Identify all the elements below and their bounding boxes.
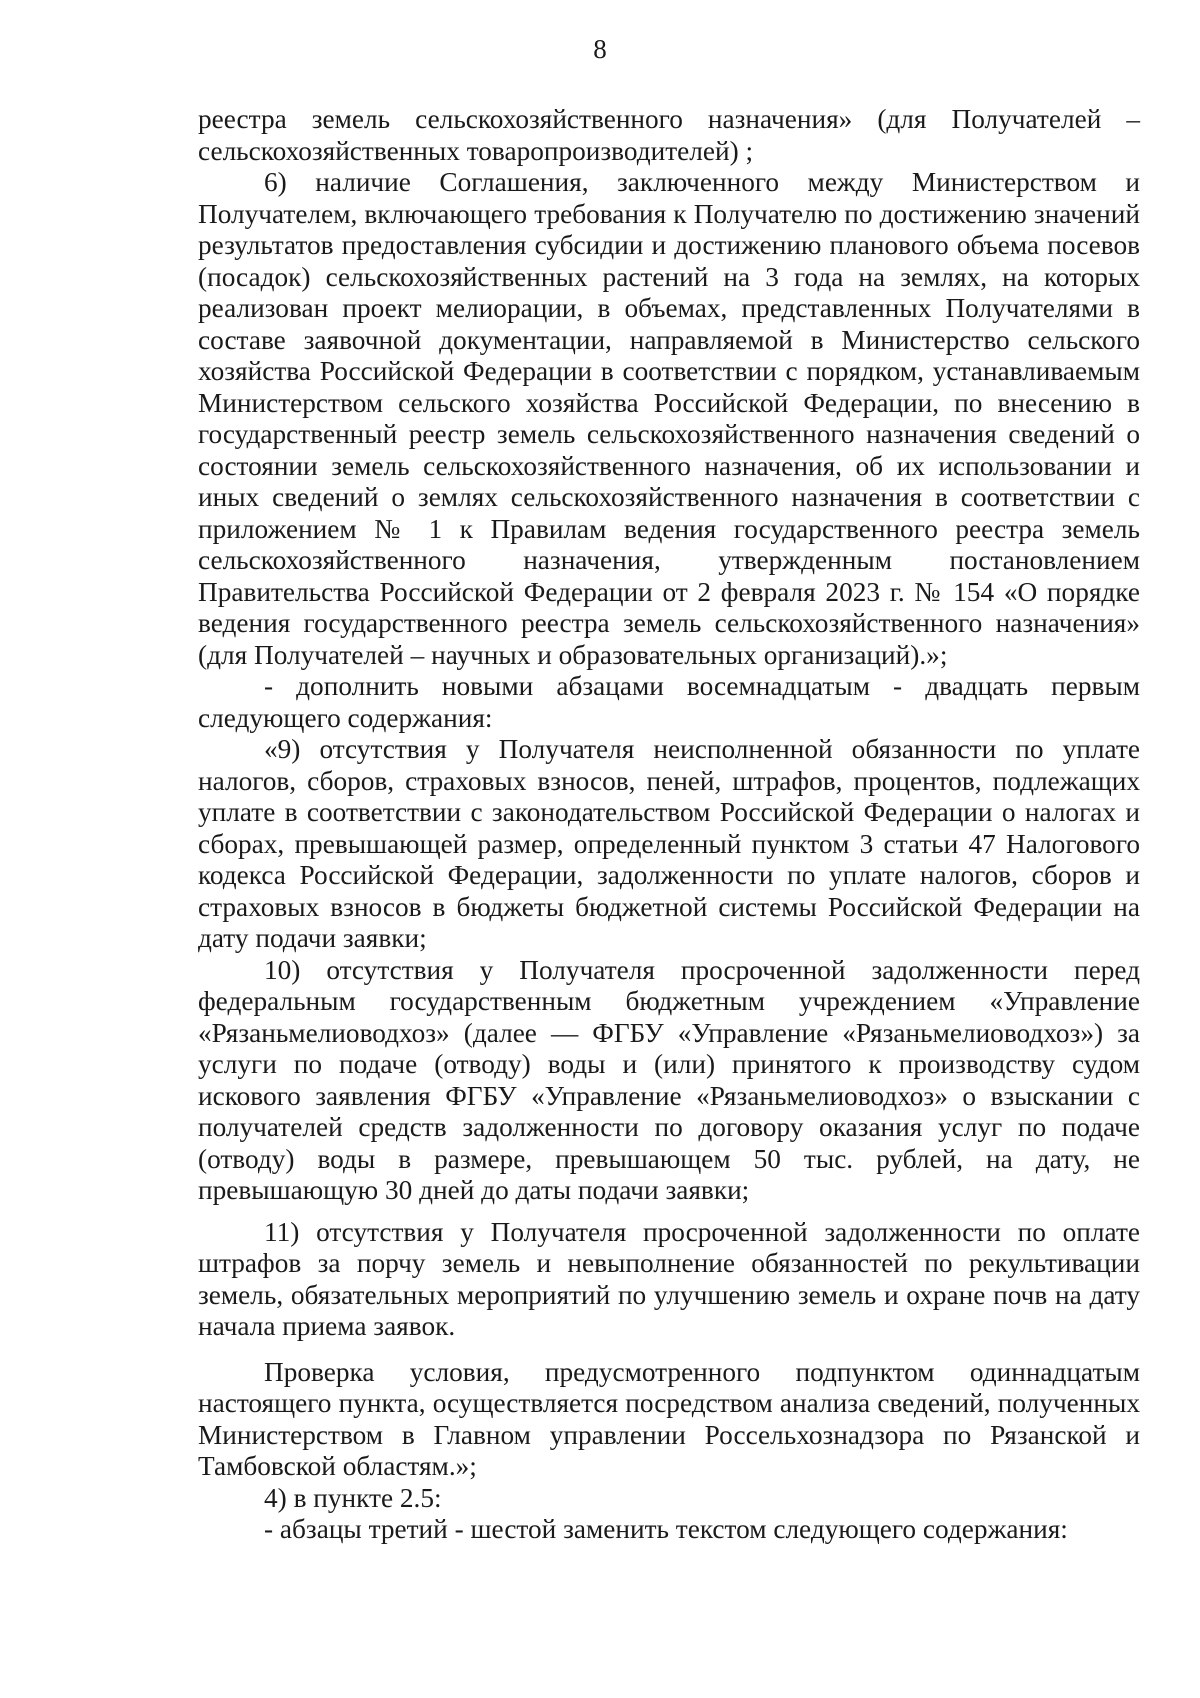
page-number: 8 [593, 34, 607, 64]
paragraph-amendment-replace: - абзацы третий - шестой заменить текстом следующего содержания: [264, 1514, 1068, 1544]
paragraph-amendment-add: - дополнить новыми абзацами восемнадцатым - двадцать первым следующего содержания: [198, 671, 1140, 733]
paragraph-item-4: 4) в пункте 2.5: [264, 1482, 442, 1513]
document-body [198, 104, 1140, 1546]
paragraph-item-6: 6) наличие Соглашения, заключенного между Министерством и Получателем, включающего требования к Получателю по достижению значений результатов предоставления субсидии и достижению планового объема посевов (посадок) сельскохозяйственных растений на 3 года на землях, на которых реализован проект мелиорации, в объемах, представленных Получателями в составе заявочной документации, направляемой в Министерство сельского хозяйства Российской Федерации в соответствии с порядком, устанавливаемым Министерством сельского хозяйства Российской Федерации, по внесению в государственный реестр земель сельскохозяйственного назначения сведений о состоянии земель сельскохозяйственного назначения, об их использовании и иных сведений о землях сельскохозяйственного назначения в соответствии с приложением № 1 к Правилам ведения государственного реестра земель сельскохозяйственного назначения, утвержденным постановлением Правительства Российской Федерации от 2 февраля 2023 г. № 154 «О порядке ведения государственного реестра земель сельскохозяйственного назначения» (для Получателей – научных и образовательных организаций).»; [198, 167, 1141, 670]
paragraph-continuation: реестра земель сельскохозяйственного назначения» (для Получателей – сельскохозяйственных товаропроизводителей) ; [198, 104, 1140, 166]
paragraph-verification: Проверка условия, предусмотренного подпунктом одиннадцатым настоящего пункта, осуществляется посредством анализа сведений, полученных Министерством в Главном управлении Россельхознадзора по Рязанской и Тамбовской областям.»; [198, 1356, 1140, 1481]
paragraph-item-9: «9) отсутствия у Получателя неисполненной обязанности по уплате налогов, сборов, страховых взносов, пеней, штрафов, процентов, подлежащих уплате в соответствии с законодательством Российской Федерации о налогах и сборах, превышающей размер, определенный пунктом 3 статьи 47 Налогового кодекса Российской Федерации, задолженности по уплате налогов, сборов и страховых взносов в бюджеты бюджетной системы Российской Федерации на дату подачи заявки; [198, 734, 1141, 953]
paragraph-item-10: 10) отсутствия у Получателя просроченной задолженности перед федеральным государственным бюджетным учреждением «Управление «Рязаньмелиоводхоз» (далее — ФГБУ «Управление «Рязаньмелиоводхоз») за услуги по подаче (отводу) воды и (или) принятого к производству судом искового заявления ФГБУ «Управление «Рязаньмелиоводхоз» о взыскании с получателей средств задолженности по договору оказания услуг по подаче (отводу) воды в размере, превышающем 50 тыс. рублей, на дату, не превышающую 30 дней до даты подачи заявки; [198, 954, 1140, 1205]
paragraph-item-11: 11) отсутствия у Получателя просроченной задолженности по оплате штрафов за порчу земель и невыполнение обязанностей по рекультивации земель, обязательных мероприятий по улучшению земель и охране почв на дату начала приема заявок. [198, 1216, 1140, 1341]
